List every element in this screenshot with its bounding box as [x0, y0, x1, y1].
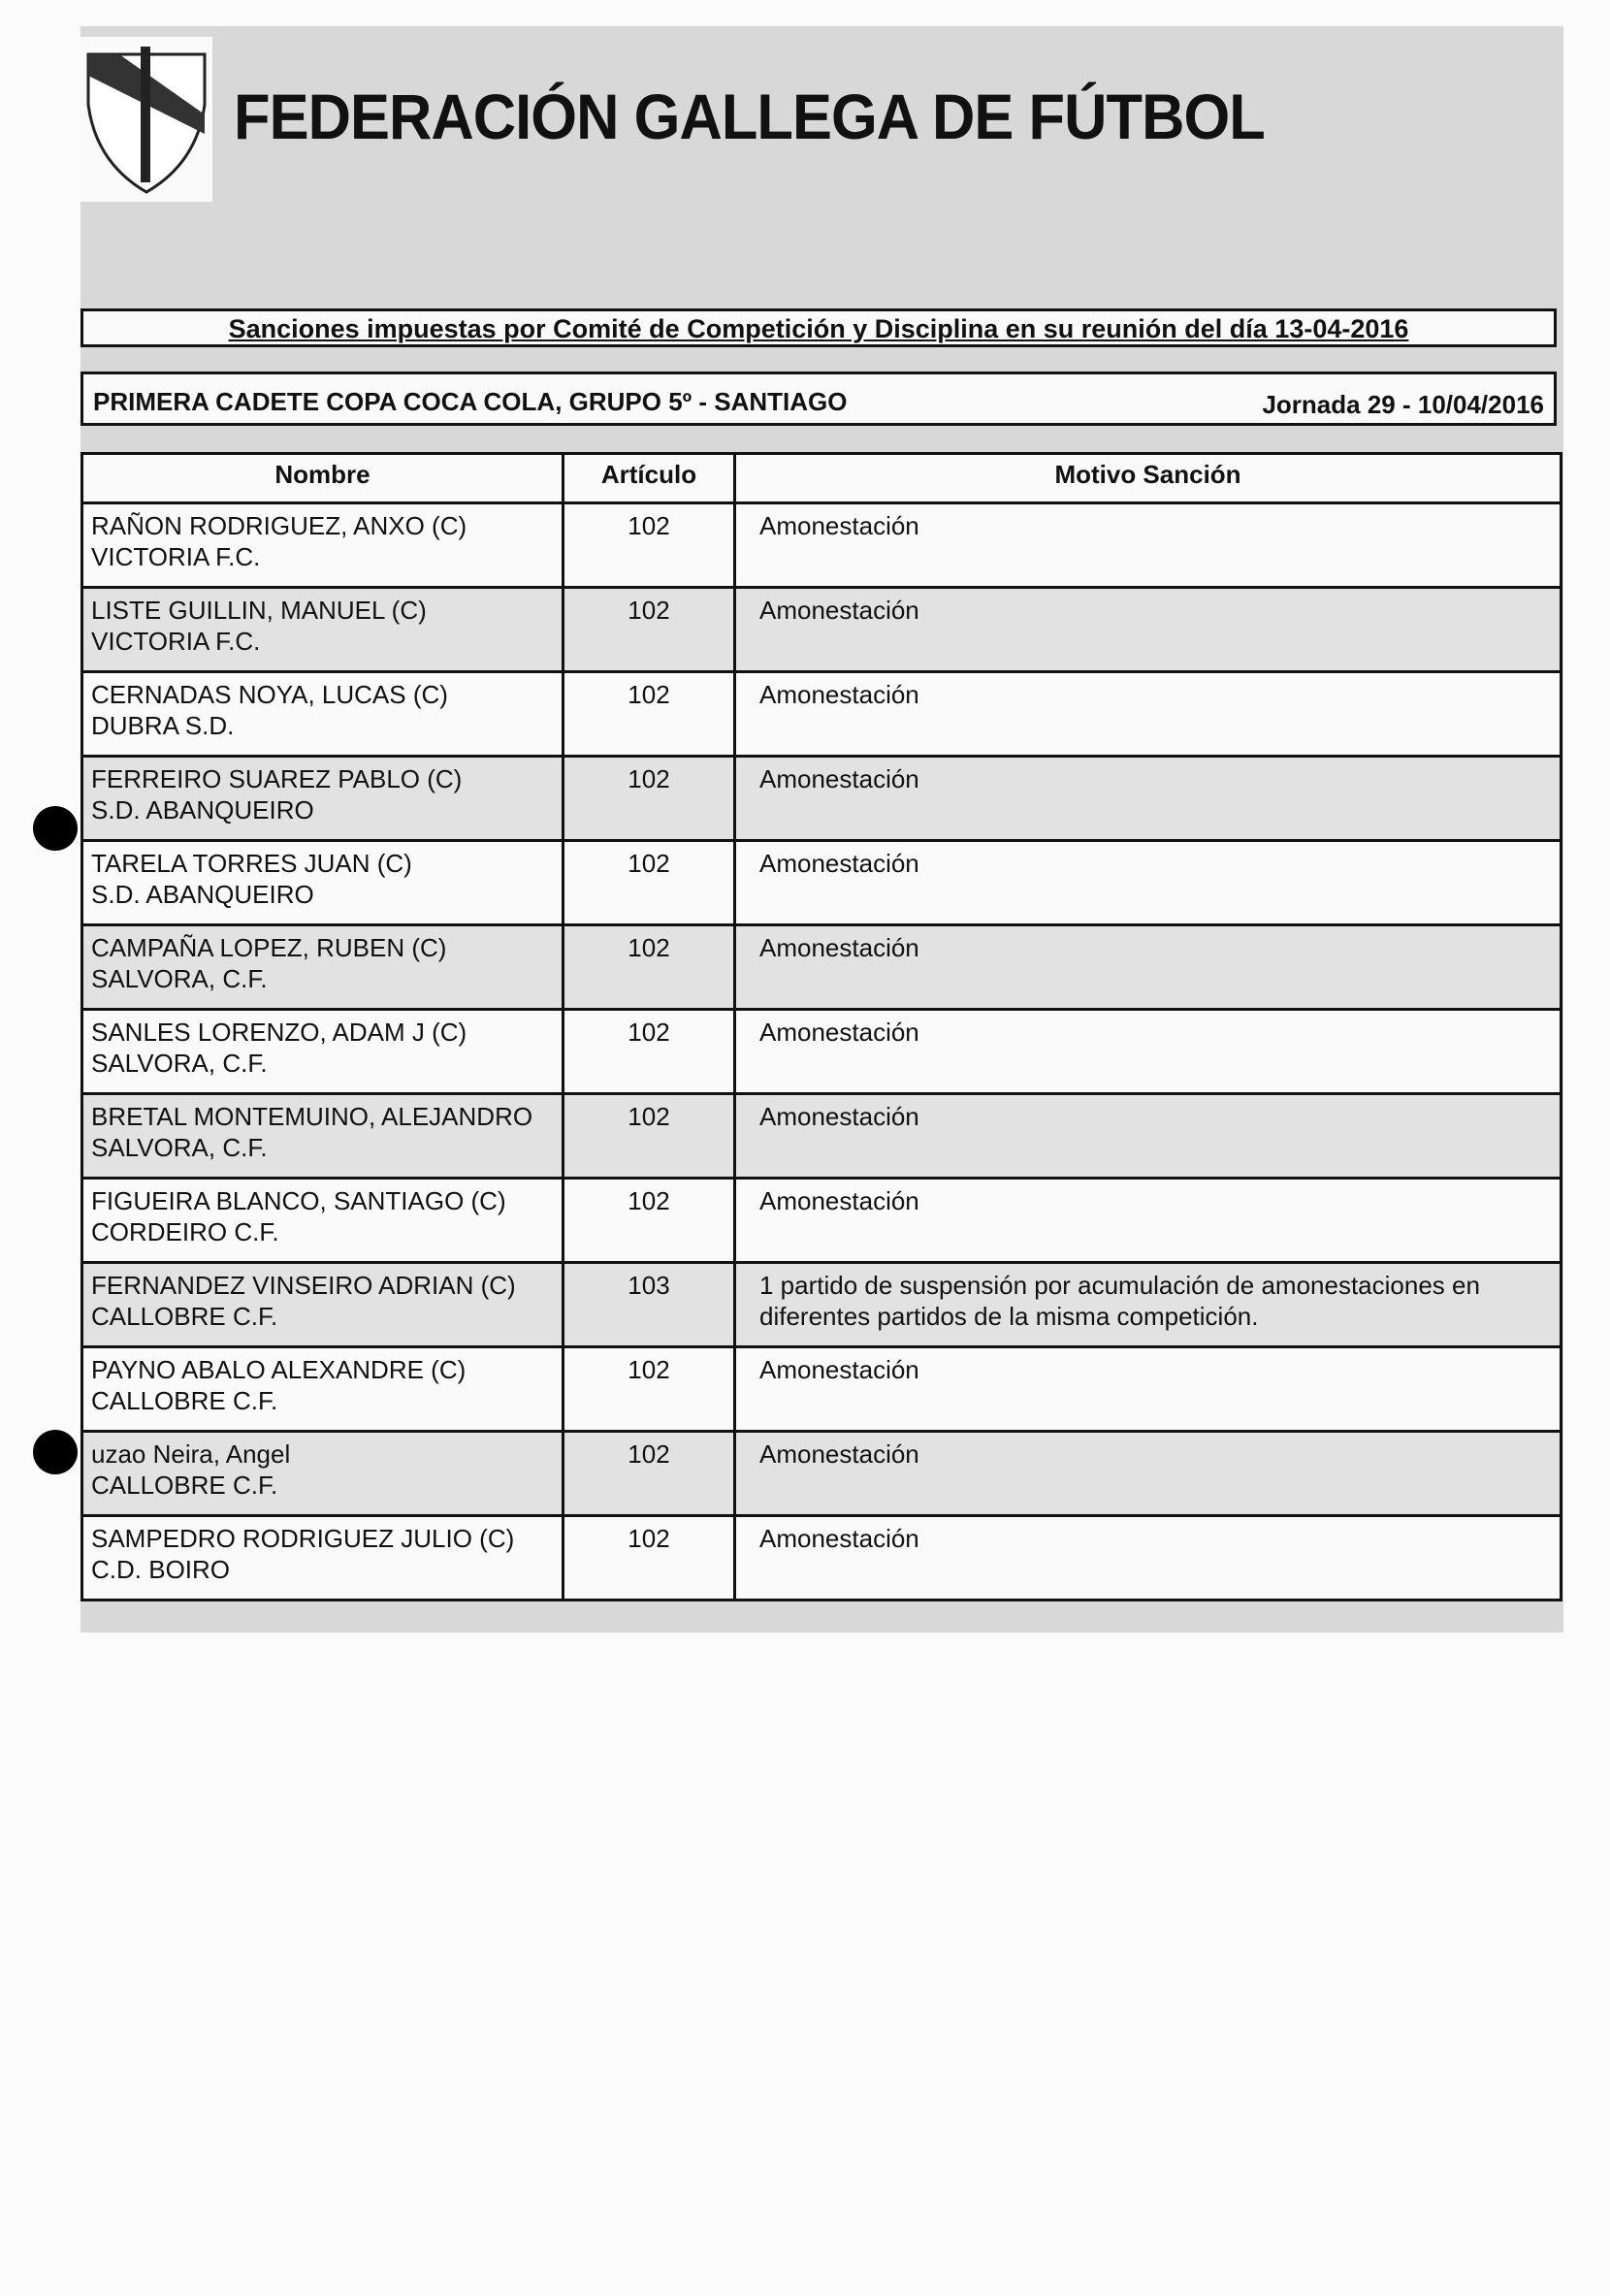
session-title: Sanciones impuestas por Comité de Competición y Disciplina en su reunión del día 13-04-2016 — [228, 314, 1409, 343]
shield-icon — [80, 37, 212, 202]
article: 103 — [564, 1263, 735, 1347]
table-row — [82, 925, 1562, 1010]
player-name: CERNADAS NOYA, LUCAS (C) — [91, 680, 448, 709]
sanction-reason: Amonestación — [735, 1010, 1562, 1094]
sanction-reason: Amonestación — [735, 1516, 1562, 1601]
sanction-reason: Amonestación — [735, 503, 1562, 588]
article: 102 — [564, 925, 735, 1010]
sanction-reason: Amonestación — [735, 1432, 1562, 1516]
jornada: Jornada 29 - 10/04/2016 — [1262, 390, 1544, 419]
sanction-reason: Amonestación — [735, 757, 1562, 841]
article: 102 — [564, 1516, 735, 1601]
club-name: S.D. ABANQUEIRO — [91, 795, 314, 825]
competition-box — [80, 372, 1557, 426]
player-name: SANLES LORENZO, ADAM J (C) — [91, 1018, 467, 1047]
player-name: LISTE GUILLIN, MANUEL (C) — [91, 596, 427, 625]
redaction-dot — [33, 1430, 78, 1474]
article: 102 — [564, 588, 735, 672]
article: 102 — [564, 1432, 735, 1516]
table-row — [82, 757, 1562, 841]
table-row — [82, 1179, 1562, 1263]
page-title: FEDERACIÓN GALLEGA DE FÚTBOL — [234, 81, 1265, 152]
article: 102 — [564, 1179, 735, 1263]
table-row — [82, 1347, 1562, 1432]
table-row — [82, 1432, 1562, 1516]
redaction-dot — [33, 806, 78, 851]
club-name: S.D. ABANQUEIRO — [91, 880, 314, 909]
club-name: C.D. BOIRO — [91, 1555, 231, 1584]
player-name: CAMPAÑA LOPEZ, RUBEN (C) — [91, 933, 447, 962]
article: 102 — [564, 1094, 735, 1179]
article: 102 — [564, 757, 735, 841]
club-name: CALLOBRE C.F. — [91, 1471, 278, 1500]
table-row — [82, 503, 1562, 588]
table-row — [82, 841, 1562, 925]
club-name: SALVORA, C.F. — [91, 964, 268, 993]
article: 102 — [564, 503, 735, 588]
club-name: VICTORIA F.C. — [91, 542, 261, 571]
table-row — [82, 1094, 1562, 1179]
header-nombre: Nombre — [82, 454, 564, 503]
sanction-reason: Amonestación — [735, 841, 1562, 925]
article: 102 — [564, 841, 735, 925]
club-name: DUBRA S.D. — [91, 711, 235, 740]
table-row — [82, 588, 1562, 672]
club-name: CALLOBRE C.F. — [91, 1386, 278, 1415]
sanction-reason: Amonestación — [735, 588, 1562, 672]
club-name: SALVORA, C.F. — [91, 1049, 268, 1078]
sanction-reason: Amonestación — [735, 672, 1562, 757]
sanction-reason: Amonestación — [735, 1094, 1562, 1179]
player-name: BRETAL MONTEMUINO, ALEJANDRO — [91, 1102, 533, 1131]
club-name: VICTORIA F.C. — [91, 627, 261, 656]
article: 102 — [564, 672, 735, 757]
player-name: FERNANDEZ VINSEIRO ADRIAN (C) — [91, 1271, 516, 1300]
player-name: PAYNO ABALO ALEXANDRE (C) — [91, 1355, 467, 1384]
article: 102 — [564, 1347, 735, 1432]
player-name: FIGUEIRA BLANCO, SANTIAGO (C) — [91, 1186, 506, 1215]
player-name: RAÑON RODRIGUEZ, ANXO (C) — [91, 511, 467, 540]
table-row — [82, 672, 1562, 757]
player-name: FERREIRO SUAREZ PABLO (C) — [91, 764, 463, 793]
player-name: TARELA TORRES JUAN (C) — [91, 849, 412, 878]
sanction-reason: Amonestación — [735, 1347, 1562, 1432]
club-name: SALVORA, C.F. — [91, 1133, 268, 1162]
article: 102 — [564, 1010, 735, 1094]
club-name: CORDEIRO C.F. — [91, 1217, 279, 1246]
sanction-reason: 1 partido de suspensión por acumulación de amonestaciones en diferentes partidos de la misma competición. — [735, 1263, 1562, 1347]
table-row — [82, 1516, 1562, 1601]
player-name: SAMPEDRO RODRIGUEZ JULIO (C) — [91, 1524, 515, 1553]
session-title-box — [80, 308, 1557, 347]
competition-name: PRIMERA CADETE COPA COCA COLA, GRUPO 5º - SANTIAGO — [93, 387, 848, 416]
sanctions-table — [80, 452, 1562, 1601]
player-name: uzao Neira, Angel — [91, 1439, 291, 1469]
fgf-logo — [80, 37, 212, 202]
header-motivo: Motivo Sanción — [735, 454, 1562, 503]
table-row — [82, 1263, 1562, 1347]
club-name: CALLOBRE C.F. — [91, 1302, 278, 1331]
sanction-reason: Amonestación — [735, 1179, 1562, 1263]
sanction-reason: Amonestación — [735, 925, 1562, 1010]
table-row — [82, 1010, 1562, 1094]
header-articulo: Artículo — [564, 454, 735, 503]
